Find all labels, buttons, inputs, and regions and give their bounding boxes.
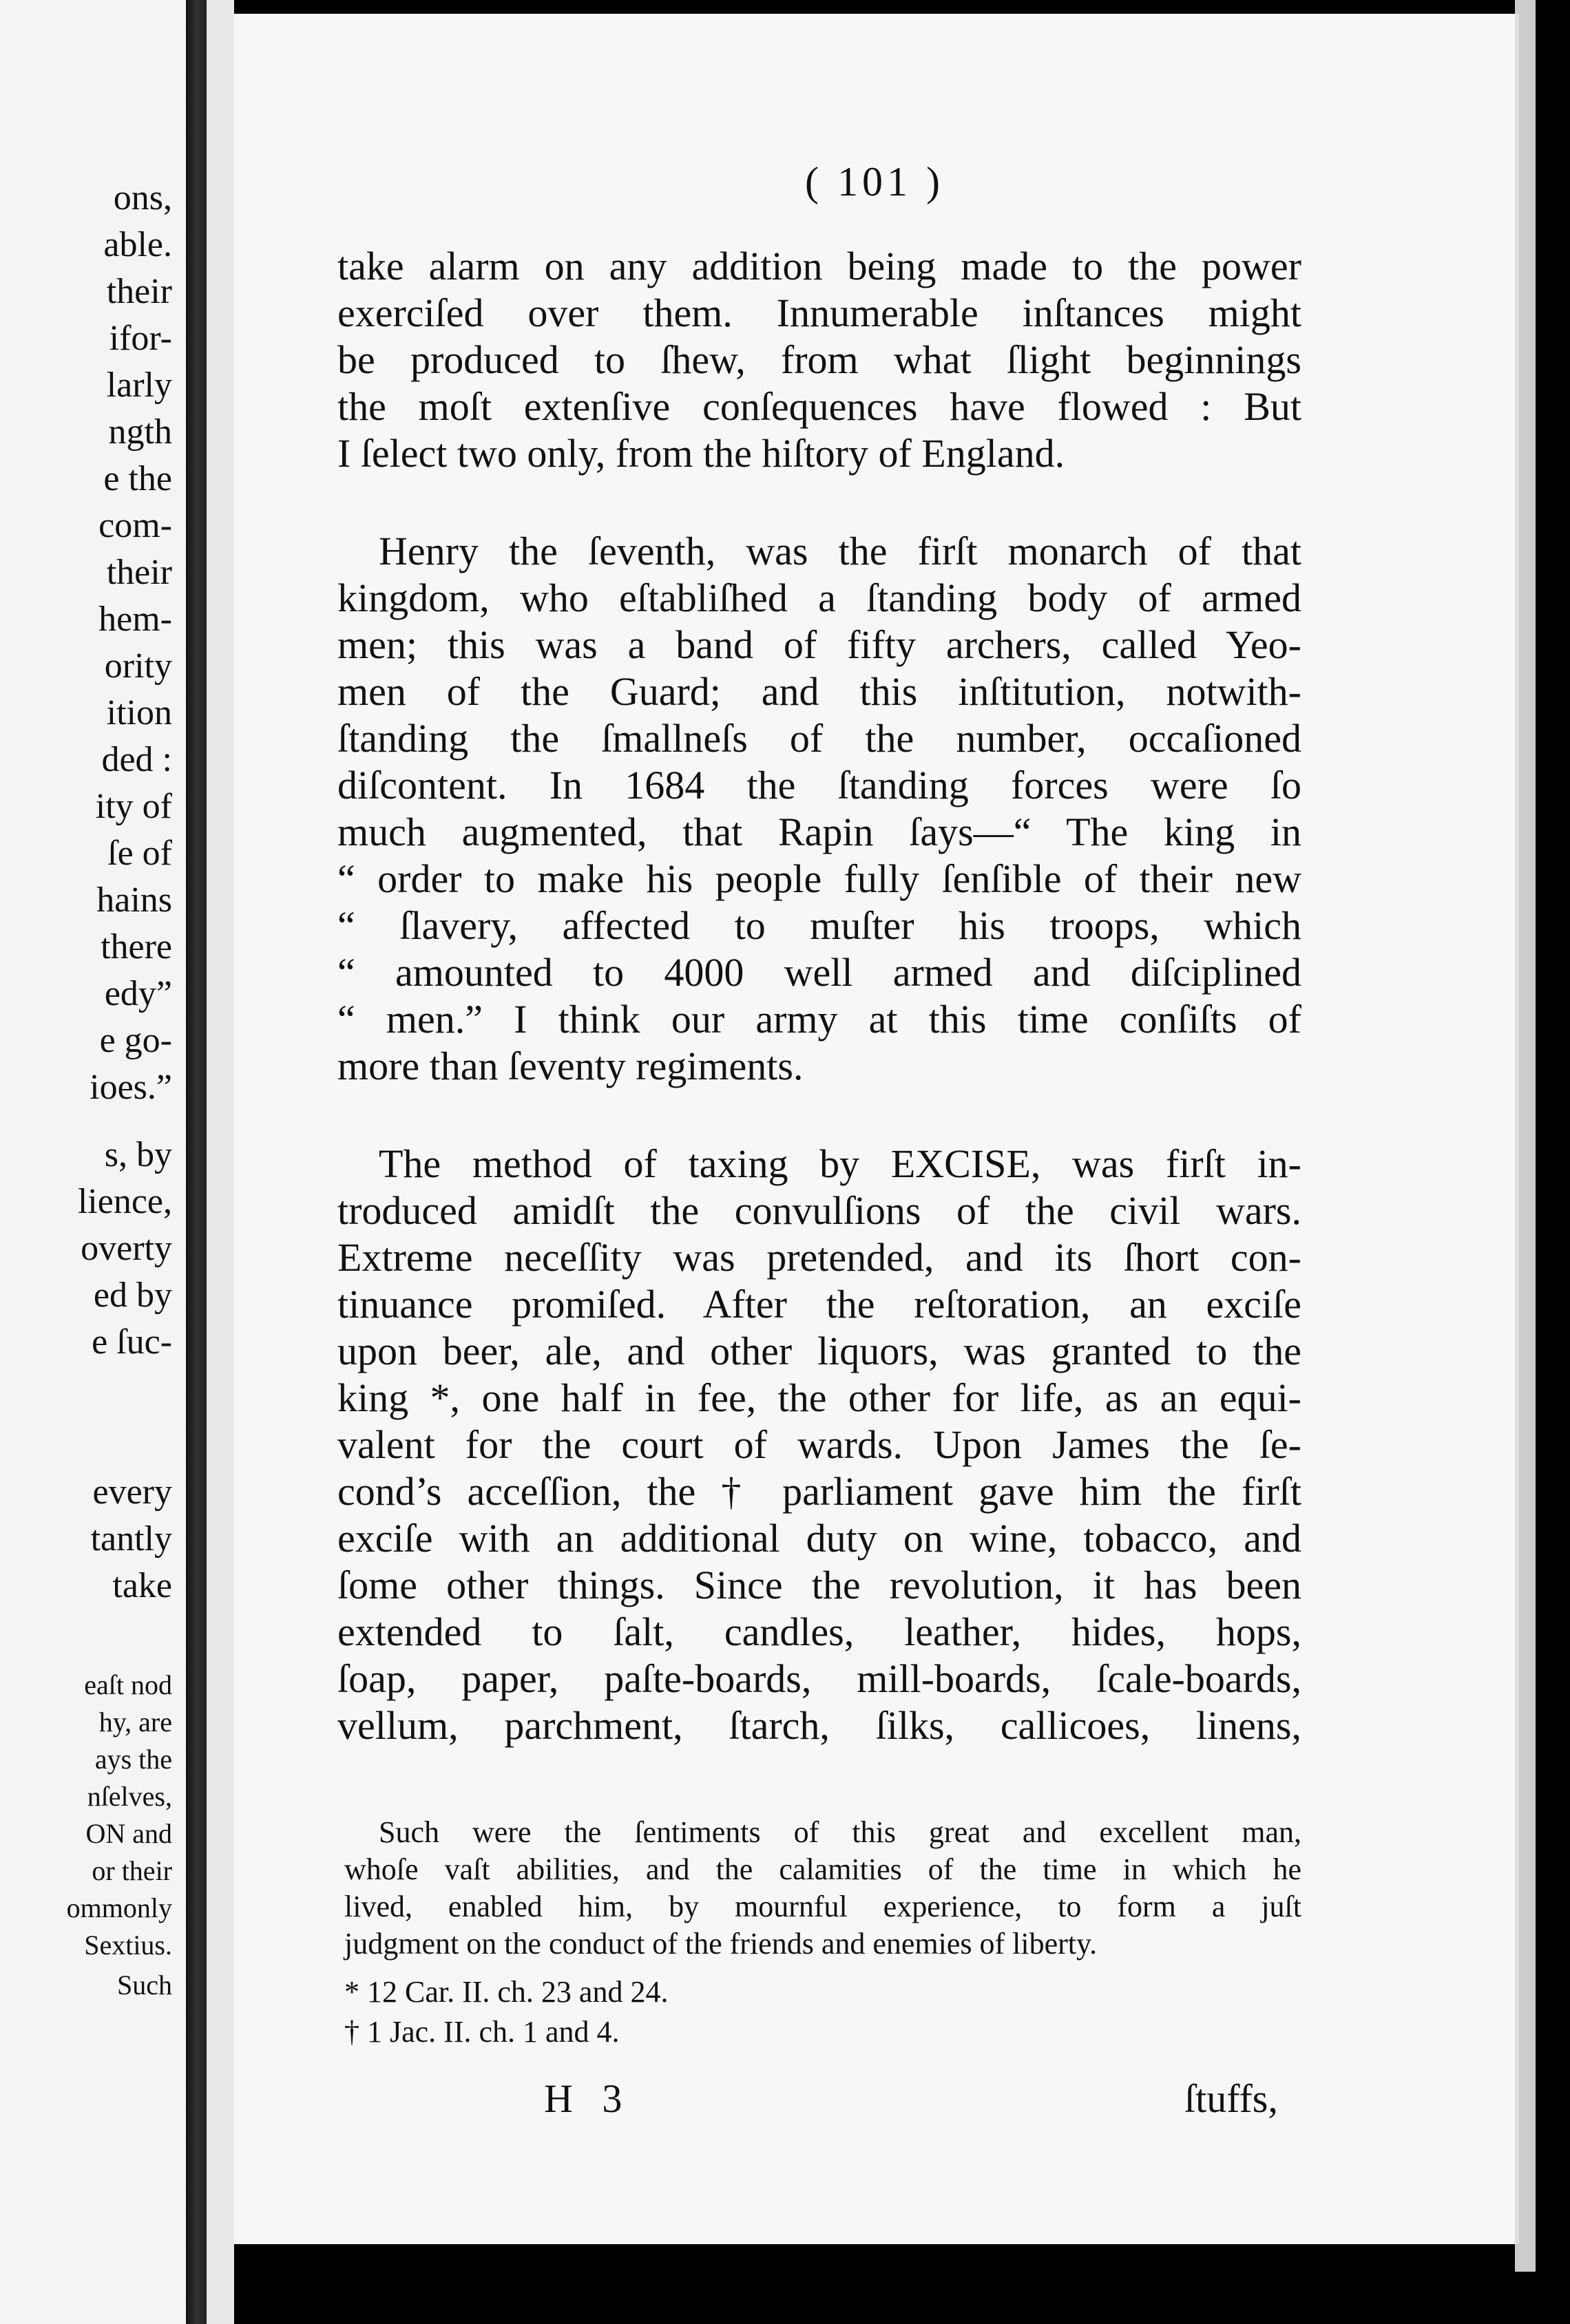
text-line: “ amounted to 4000 well armed and diſciplined xyxy=(337,950,1301,995)
facing-text: lience, xyxy=(77,1182,172,1221)
facing-note-text: hy, are xyxy=(98,1707,172,1737)
text-line: extended to ſalt, candles, leather, hides, hops, xyxy=(337,1609,1301,1654)
text-line: The method of taxing by EXCISE, was firſt in- xyxy=(379,1141,1301,1186)
facing-text: ed by xyxy=(93,1276,172,1315)
text-line: ſoap, paper, paſte-boards, mill-boards, ſcale-boards, xyxy=(337,1656,1301,1701)
text-line: “ men.” I think our army at this time conſiſts of xyxy=(337,997,1301,1042)
facing-text: hem- xyxy=(98,600,172,639)
facing-text: s, by xyxy=(104,1135,172,1174)
facing-text: every xyxy=(92,1472,172,1512)
text-line: take alarm on any addition being made to the power xyxy=(337,244,1301,288)
footnote-star: * 12 Car. II. ch. 23 and 24. xyxy=(344,1975,669,2009)
footnote-line: whoſe vaſt abilities, and the calamities of the time in which he xyxy=(344,1852,1301,1886)
facing-text: e go- xyxy=(99,1021,172,1060)
footnote-line: lived, enabled him, by mournful experience, to form a juſt xyxy=(344,1890,1301,1923)
facing-text: tantly xyxy=(90,1519,172,1559)
facing-page xyxy=(0,0,186,2324)
footnote-dagger: † 1 Jac. II. ch. 1 and 4. xyxy=(344,2015,620,2049)
text-line: “ ſlavery, affected to muſter his troops, which xyxy=(337,903,1301,948)
facing-text: edy” xyxy=(104,974,172,1013)
facing-note-text: eaſt nod xyxy=(84,1669,172,1700)
text-line: vellum, parchment, ſtarch, ſilks, callicoes, linens, xyxy=(337,1703,1301,1748)
page-number: ( 101 ) xyxy=(805,159,944,204)
text-line: Henry the ſeventh, was the firſt monarch of that xyxy=(379,529,1301,573)
facing-text: there xyxy=(101,927,172,966)
facing-text: e the xyxy=(103,459,172,498)
facing-text: able. xyxy=(103,225,172,264)
facing-note-text: Such xyxy=(117,1969,172,2000)
facing-text: hains xyxy=(96,880,172,920)
page-edge xyxy=(1515,0,1536,2272)
facing-text: ngth xyxy=(108,412,172,452)
footnote-line: Such were the ſentiments of this great and excellent man, xyxy=(379,1815,1301,1849)
catchword: ſtuffs, xyxy=(1184,2076,1278,2121)
text-line: “ order to make his people fully ſenſible of their new xyxy=(337,856,1301,901)
text-line: ſome other things. Since the revolution, it has been xyxy=(337,1563,1301,1607)
text-line: exciſe with an additional duty on wine, tobacco, and xyxy=(337,1516,1301,1561)
text-line: men of the Guard; and this inſtitution, notwith- xyxy=(337,669,1301,714)
facing-note-text: nſelves, xyxy=(87,1781,172,1812)
facing-note-text: ommonly xyxy=(66,1892,172,1923)
facing-text: ons, xyxy=(113,178,172,218)
facing-text: ority xyxy=(104,646,172,686)
facing-note-text: ays the xyxy=(94,1744,172,1775)
text-line: the moſt extenſive conſequences have flowed : But xyxy=(337,384,1301,429)
facing-text: ity of xyxy=(95,787,172,826)
facing-note-text: or their xyxy=(92,1855,172,1886)
text-line: I ſelect two only, from the hiſtory of England. xyxy=(337,431,1065,476)
text-line: Extreme neceſſity was pretended, and its ſhort con- xyxy=(337,1235,1301,1280)
facing-text: ſe of xyxy=(107,834,172,873)
text-line: kingdom, who eſtabliſhed a ſtanding body of armed xyxy=(337,575,1301,620)
facing-text: ded : xyxy=(101,740,172,779)
facing-text: ifor- xyxy=(109,319,172,358)
facing-text: larly xyxy=(106,366,172,405)
text-line: upon beer, ale, and other liquors, was granted to the xyxy=(337,1329,1301,1373)
book-gutter xyxy=(186,0,207,2324)
text-line: ſtanding the ſmallneſs of the number, occaſioned xyxy=(337,716,1301,761)
text-line: men; this was a band of fifty archers, called Yeo- xyxy=(337,622,1301,667)
signature-mark: H 3 xyxy=(544,2076,632,2121)
facing-note-text: ON and xyxy=(85,1818,172,1849)
text-line: valent for the court of wards. Upon James the ſe- xyxy=(337,1422,1301,1467)
gutter-page-edge xyxy=(207,0,234,2324)
facing-text: their xyxy=(106,272,172,311)
facing-note-text: Sextius. xyxy=(84,1930,172,1961)
footnote-line: judgment on the conduct of the friends and enemies of liberty. xyxy=(344,1927,1098,1961)
facing-text: ition xyxy=(106,693,172,732)
book-page xyxy=(234,14,1515,2244)
facing-text: ioes.” xyxy=(90,1068,172,1107)
text-line: be produced to ſhew, from what ſlight beginnings xyxy=(337,337,1301,382)
facing-text: take xyxy=(112,1566,172,1605)
text-line: diſcontent. In 1684 the ſtanding forces were ſo xyxy=(337,763,1301,807)
text-line: much augmented, that Rapin ſays—“ The king in xyxy=(337,810,1301,854)
facing-text: com- xyxy=(98,506,172,545)
facing-text: overty xyxy=(81,1229,172,1268)
text-line: tinuance promiſed. After the reſtoration, an exciſe xyxy=(337,1282,1301,1327)
facing-text: their xyxy=(106,553,172,592)
text-line: troduced amidſt the convulſions of the civil wars. xyxy=(337,1188,1301,1233)
text-line: cond’s acceſſion, the † parliament gave him the firſt xyxy=(337,1469,1301,1514)
text-line: exerciſed over them. Innumerable inſtances might xyxy=(337,290,1301,335)
facing-text: e ſuc- xyxy=(92,1322,172,1362)
text-line: king *, one half in fee, the other for life, as an equi- xyxy=(337,1375,1301,1420)
text-line: more than ſeventy regiments. xyxy=(337,1044,804,1088)
